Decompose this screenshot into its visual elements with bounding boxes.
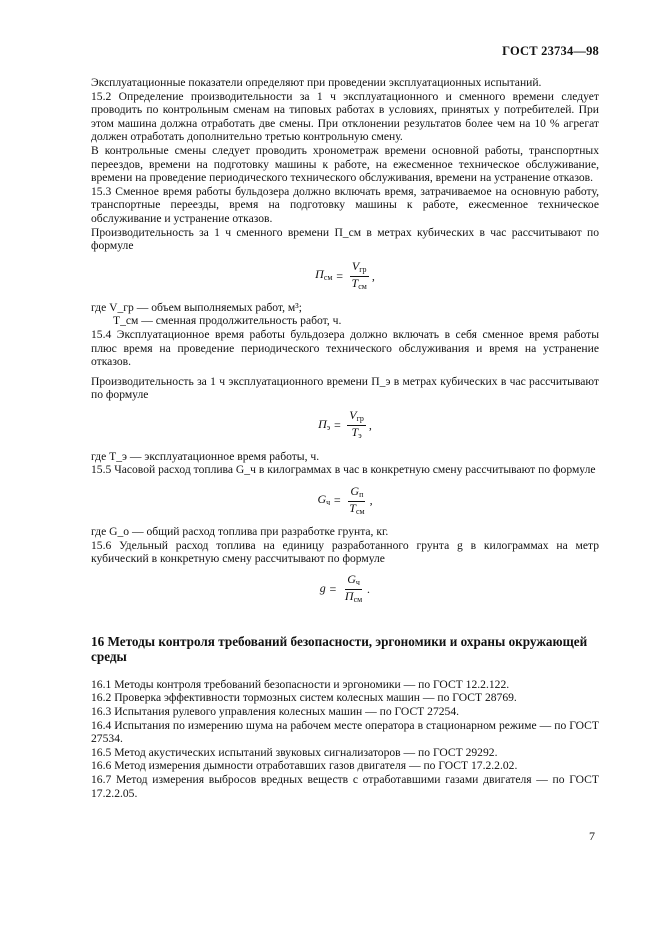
formula-fraction bbox=[347, 409, 366, 442]
list-item: 16.1 Методы контроля требований безопасности и эргономики — по ГОСТ 12.2.122. bbox=[91, 677, 510, 691]
formula-denominator: $П_{см}$ bbox=[344, 589, 363, 605]
formula-tail: , bbox=[371, 268, 375, 283]
formula-lhs: $G_ч$ bbox=[317, 491, 331, 507]
formula-productivity-shift bbox=[91, 259, 599, 295]
formula-lhs: $П_э$ bbox=[318, 416, 331, 432]
list-item: 16.3 Испытания рулевого управления колесных машин — по ГОСТ 27254. bbox=[91, 705, 460, 719]
paragraph: 15.6 Удельный расход топлива на единицу разработанного грунта g в килограммах на метр кубический в конкретную смену рассчитывают по формуле bbox=[91, 538, 599, 566]
paragraph: 15.2 Определение производительности за 1 ч эксплуатационного и сменного времени следует проводить по контрольным сменам на типовых работах в условиях, принятых у потребителей. При этом машина должна отработать две смены. При отклонении результатов более чем на 10 % агрегат должен отработать дополнительно третью контрольную смену. bbox=[91, 89, 599, 144]
formula-equals: = bbox=[330, 493, 345, 508]
paragraph: 15.3 Сменное время работы бульдозера должно включать время, затрачиваемое на основную работу, транспортные переезды, время на подготовку машины к работе, ежесменное техническое обслуживание и устранение отказов. bbox=[91, 184, 599, 225]
formula-denominator: $T_э$ bbox=[351, 425, 362, 441]
formula-productivity-operational bbox=[91, 408, 599, 444]
formula-denominator: $T_{см}$ bbox=[351, 276, 367, 292]
formula-lhs: g bbox=[319, 580, 326, 595]
formula-tail: . bbox=[367, 582, 371, 597]
formula-lhs: $П_{см}$ bbox=[315, 267, 333, 283]
list-item: 16.2 Проверка эффективности тормозных систем колесных машин — по ГОСТ 28769. bbox=[91, 691, 517, 705]
formula-tail: , bbox=[369, 493, 373, 508]
formula-fraction bbox=[347, 485, 366, 518]
formula-legend: где T_э — эксплуатационное время работы, ч. bbox=[91, 449, 320, 463]
document-body bbox=[91, 76, 599, 800]
list-item: 16.6 Метод измерения дымности отработавших газов двигателя — по ГОСТ 17.2.2.02. bbox=[91, 759, 518, 773]
formula-fuel-hourly bbox=[91, 483, 599, 519]
paragraph: Производительность за 1 ч сменного времени П_см в метрах кубических в час рассчитывают по формуле bbox=[91, 225, 599, 253]
formula-equals: = bbox=[330, 418, 345, 433]
list-item: 16.7 Метод измерения выбросов вредных веществ с отработавшими газами двигателя — по ГОСТ 17.2.2.05. bbox=[91, 773, 599, 800]
formula-equals: = bbox=[325, 582, 340, 597]
formula-legend: где V_гр — объем выполняемых работ, м³; bbox=[91, 300, 302, 314]
section-title: 16 Методы контроля требований безопасности, эргономики и охраны окружающей среды bbox=[91, 633, 588, 664]
formula-equals: = bbox=[332, 268, 347, 283]
paragraph: В контрольные смены следует проводить хронометраж времени основной работы, транспортных переездов, времени на подготовку машины к работе, на ежесменное техническое обслуживание, времени на проведение периодического технического обслуживания, времени на устранение отказов. bbox=[91, 143, 599, 185]
list-item: 16.5 Метод акустических испытаний звуковых сигнализаторов — по ГОСТ 29292. bbox=[91, 745, 498, 759]
formula-numerator: $V_{гр}$ bbox=[347, 409, 366, 426]
formula-tail: , bbox=[368, 418, 372, 433]
list-item: 16.4 Испытания по измерению шума на рабочем месте оператора в стационарном режиме — по ГОСТ 27534. bbox=[91, 718, 599, 746]
paragraph: 15.4 Эксплуатационное время работы бульдозера должно включать в себя сменное время работы плюс время на проведение периодического технического обслуживания и время на устранение отказов. bbox=[91, 327, 599, 369]
formula-numerator: $G_п$ bbox=[348, 485, 365, 502]
page-number: 7 bbox=[589, 829, 595, 843]
formula-legend: где G_о — общий расход топлива при разработке грунта, кг. bbox=[91, 525, 389, 539]
paragraph: Производительность за 1 ч эксплуатационного времени П_э в метрах кубических в час рассчитывают по формуле bbox=[91, 374, 599, 402]
paragraph: 15.5 Часовой расход топлива G_ч в килограммах в час в конкретную смену рассчитывают по формуле bbox=[91, 463, 596, 477]
formula-numerator: $G_ч$ bbox=[345, 573, 362, 590]
formula-denominator: $T_{см}$ bbox=[349, 500, 365, 516]
formula-fraction bbox=[343, 573, 364, 606]
formula-legend: T_см — сменная продолжительность работ, ч. bbox=[113, 314, 342, 328]
formula-fuel-specific bbox=[91, 572, 599, 608]
formula-numerator: $V_{гр}$ bbox=[350, 260, 369, 277]
formula-fraction bbox=[350, 260, 369, 293]
paragraph: Эксплуатационные показатели определяют при проведении эксплуатационных испытаний. bbox=[91, 76, 542, 89]
document-header: ГОСТ 23734—98 bbox=[502, 44, 599, 58]
